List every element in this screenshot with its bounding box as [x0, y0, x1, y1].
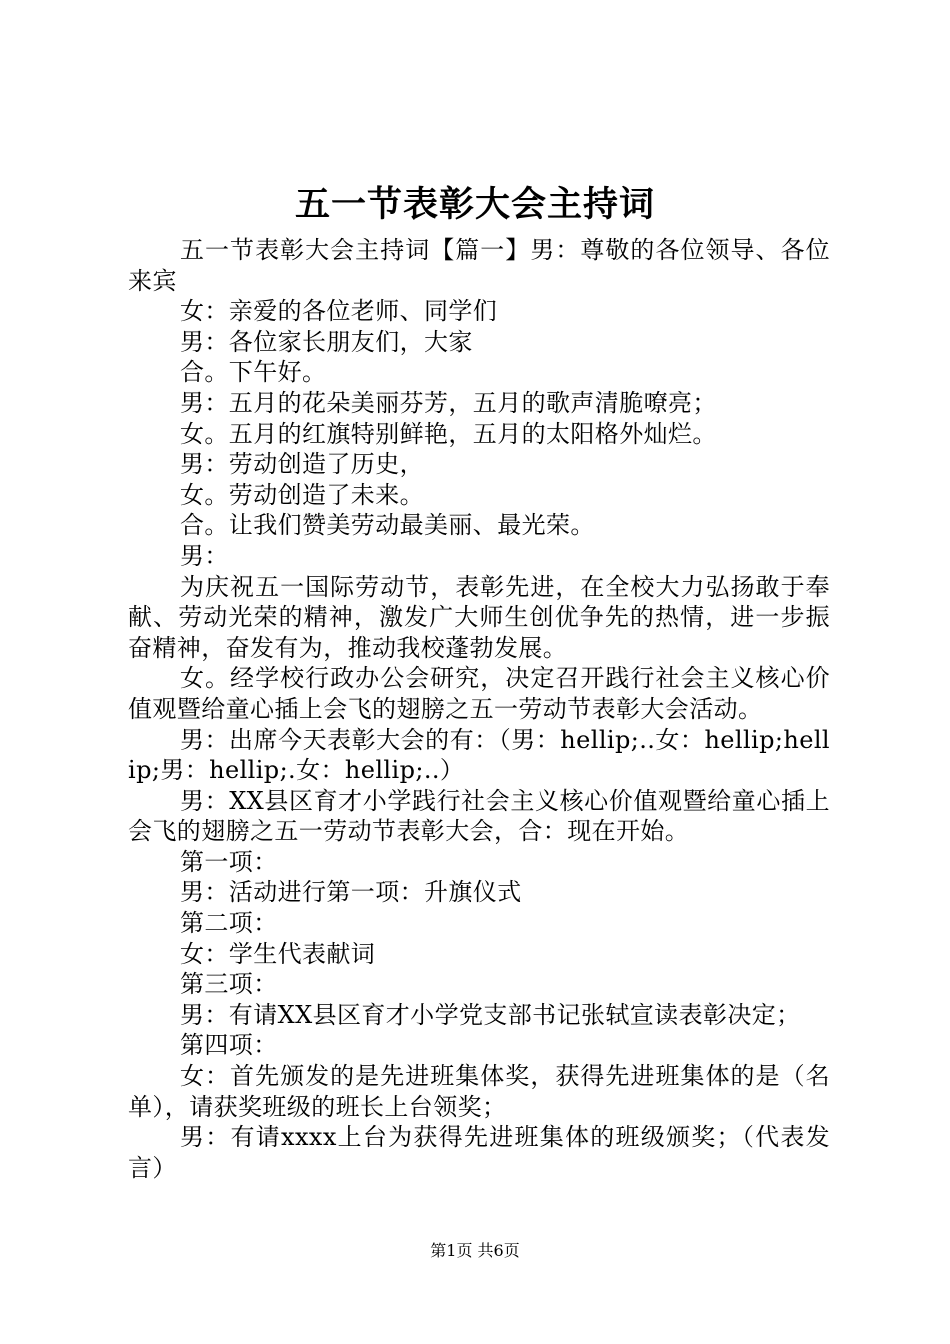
- document-title: 五一节表彰大会主持词: [294, 184, 655, 225]
- paragraph: 男：有请xxxx上台为获得先进班集体的班级颁奖；（代表发言）: [128, 1123, 830, 1182]
- paragraph: 男：XX县区育才小学践行社会主义核心价值观暨给童心插上会飞的翅膀之五一劳动节表彰大会，合：现在开始。: [128, 786, 830, 846]
- page-number-footer: 第1页 共6页: [430, 1241, 520, 1260]
- paragraph: 女。五月的红旗特别鲜艳，五月的太阳格外灿烂。: [180, 419, 717, 448]
- paragraph: 合。让我们赞美劳动最美丽、最光荣。: [180, 511, 595, 540]
- paragraph: 男：出席今天表彰大会的有：（男：hellip;..女：hellip;hellip;男：hellip;.女：hellip;..）: [128, 725, 830, 785]
- paragraph: 男：有请XX县区育才小学党支部书记张轼宣读表彰决定；: [180, 1000, 801, 1029]
- paragraph: 男：活动进行第一项：升旗仪式: [180, 878, 522, 907]
- paragraph: 女：学生代表献词: [180, 939, 376, 968]
- paragraph: 第一项：: [180, 847, 278, 876]
- paragraph: 男：五月的花朵美丽芬芳，五月的歌声清脆嘹亮；: [180, 388, 717, 417]
- paragraph: 女：首先颁发的是先进班集体奖，获得先进班集体的是（名单），请获奖班级的班长上台领奖；: [128, 1062, 830, 1121]
- paragraph: 男：: [180, 541, 229, 570]
- paragraph: 女：亲爱的各位老师、同学们: [180, 297, 498, 326]
- paragraph: 第三项：: [180, 970, 278, 999]
- paragraph: 合。下午好。: [180, 358, 327, 387]
- paragraph: 五一节表彰大会主持词【篇一】男：尊敬的各位领导、各位来宾: [128, 236, 830, 295]
- paragraph: 第四项：: [180, 1031, 278, 1060]
- paragraph: 男：劳动创造了历史，: [180, 450, 424, 479]
- document-body: [128, 235, 830, 1183]
- paragraph: 为庆祝五一国际劳动节，表彰先进，在全校大力弘扬敢于奉献、劳动光荣的精神，激发广大师生创优争先的热情，进一步振奋精神，奋发有为，推动我校蓬勃发展。: [128, 572, 830, 662]
- paragraph: 女。劳动创造了未来。: [180, 480, 424, 509]
- paragraph: 女。经学校行政办公会研究，决定召开践行社会主义核心价值观暨给童心插上会飞的翅膀之五一劳动节表彰大会活动。: [128, 664, 830, 723]
- paragraph: 第二项：: [180, 909, 278, 938]
- paragraph: 男：各位家长朋友们，大家: [180, 327, 473, 356]
